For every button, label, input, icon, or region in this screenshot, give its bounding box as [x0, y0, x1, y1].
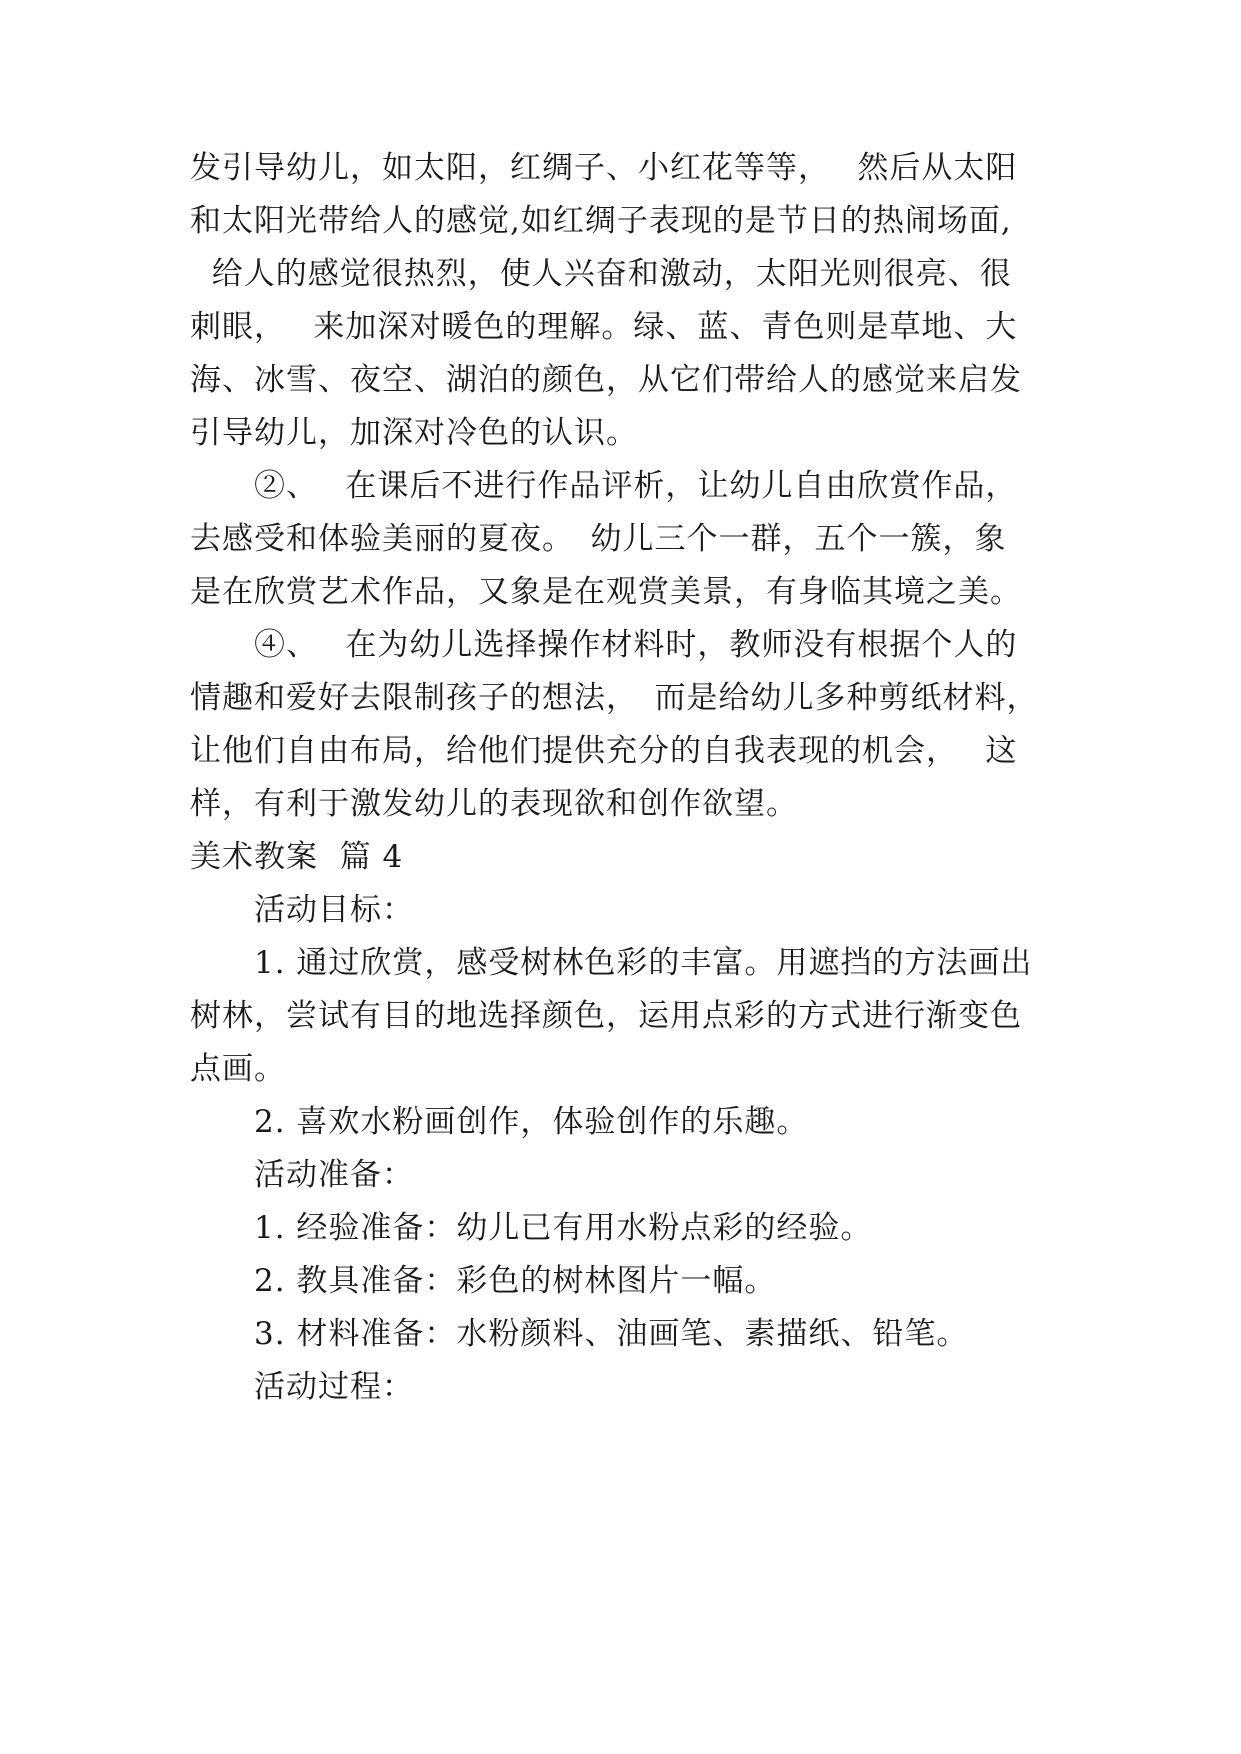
subheading-activity-goals: 活动目标： — [190, 892, 414, 928]
text-line: ④、 在为幼儿选择操作材料时，教师没有根据个人的 — [190, 627, 1018, 663]
text-line: 刺眼， 来加深对暖色的理解。绿、蓝、青色则是草地、大 — [190, 309, 1018, 345]
text-line: 1. 通过欣赏，感受树林色彩的丰富。用遮挡的方法画出 — [190, 945, 1033, 981]
text-line: 给人的感觉很热烈，使人兴奋和激动，太阳光则很亮、很 — [190, 256, 1012, 292]
text-line: 海、冰雪、夜空、湖泊的颜色，从它们带给人的感觉来启发 — [190, 362, 1022, 398]
subheading-activity-process: 活动过程： — [190, 1369, 414, 1405]
text-line: 引导幼儿，加深对冷色的认识。 — [190, 415, 638, 451]
text-line: 发引导幼儿，如太阳，红绸子、小红花等等， 然后从太阳 — [190, 150, 1018, 186]
text-line: 是在欣赏艺术作品，又象是在观赏美景，有身临其境之美。 — [190, 574, 1022, 610]
subheading-activity-preparation: 活动准备： — [190, 1157, 414, 1193]
text-line: 去感受和体验美丽的夏夜。 幼儿三个一群，五个一簇，象 — [190, 521, 1007, 557]
text-line: 让他们自由布局，给他们提供充分的自我表现的机会， 这 — [190, 733, 1018, 769]
text-line: 点画。 — [190, 1051, 286, 1087]
text-line: 1. 经验准备：幼儿已有用水粉点彩的经验。 — [190, 1210, 873, 1246]
text-line: 3. 材料准备：水粉颜料、油画笔、素描纸、铅笔。 — [190, 1316, 969, 1352]
text-line: 2. 喜欢水粉画创作，体验创作的乐趣。 — [190, 1104, 809, 1140]
text-line: ②、 在课后不进行作品评析，让幼儿自由欣赏作品， — [190, 468, 1018, 504]
text-line: 样，有利于激发幼儿的表现欲和创作欲望。 — [190, 786, 798, 822]
text-line: 情趣和爱好去限制孩子的想法， 而是给幼儿多种剪纸材料， — [190, 680, 1039, 716]
text-line: 2. 教具准备：彩色的树林图片一幅。 — [190, 1263, 777, 1299]
text-line: 和太阳光带给人的感觉,如红绸子表现的是节日的热闹场面, — [190, 203, 1012, 239]
text-line: 树林，尝试有目的地选择颜色，运用点彩的方式进行渐变色 — [190, 998, 1022, 1034]
section-heading: 美术教案 篇 4 — [190, 839, 404, 875]
